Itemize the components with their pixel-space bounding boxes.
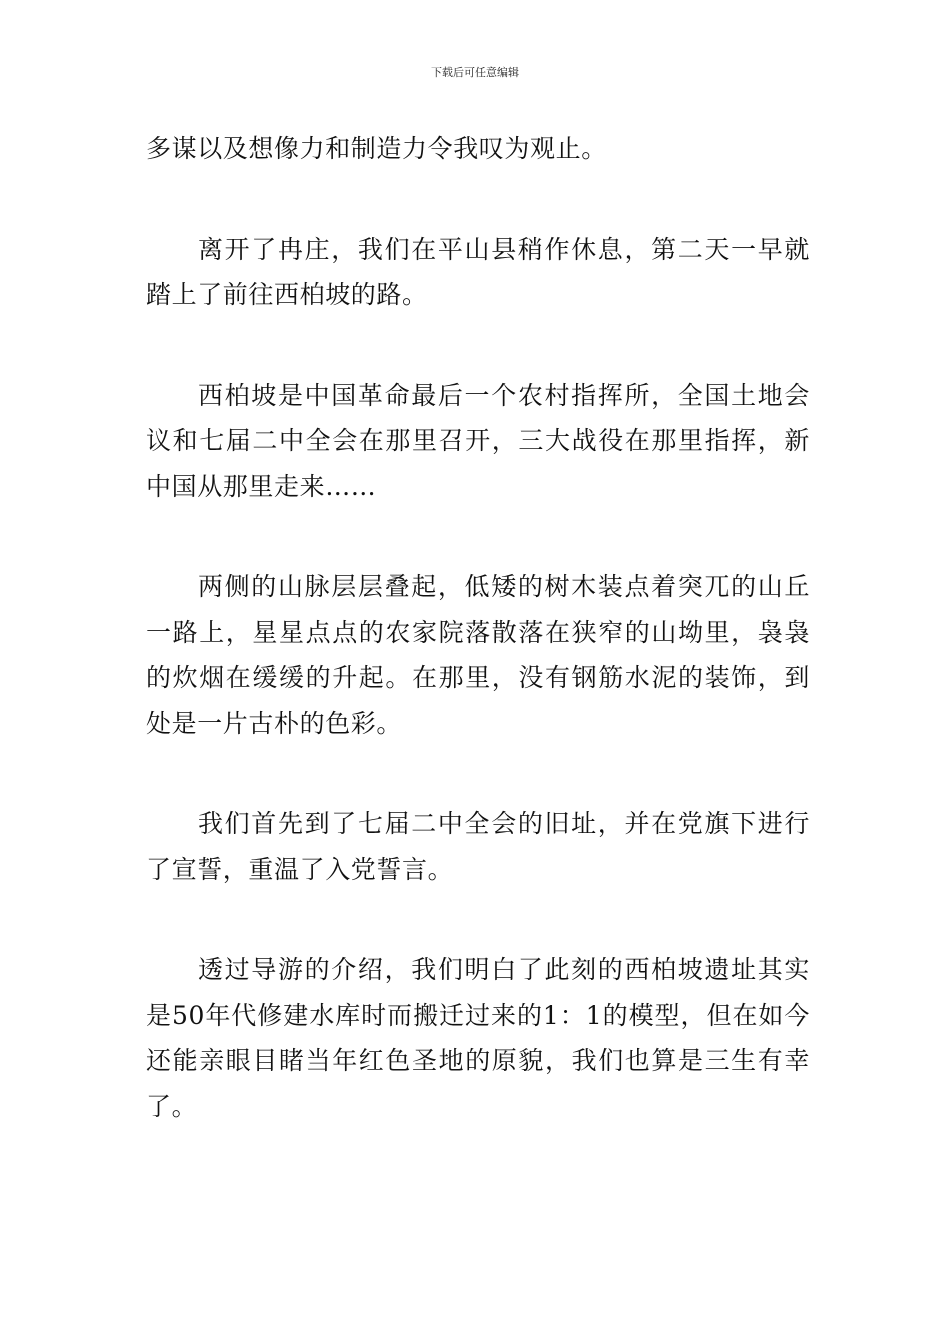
paragraph-1: 多谋以及想像力和制造力令我叹为观止。 xyxy=(146,134,607,163)
paragraph-2: 离开了冉庄，我们在平山县稍作休息，第二天一早就踏上了前往西柏坡的路。 xyxy=(146,234,810,309)
paragraph-4: 两侧的山脉层层叠起，低矮的树木装点着突兀的山丘一路上，星星点点的农家院落散落在狭窄的山坳里，袅袅的炊烟在缓缓的升起。在那里，没有钢筋水泥的装饰，到处是一片古朴的色彩。 xyxy=(146,572,810,738)
document-body xyxy=(146,126,810,1129)
paragraph-5: 我们首先到了七届二中全会的旧址，并在党旗下进行了宣誓，重温了入党誓言。 xyxy=(146,809,810,884)
paragraph-6: 透过导游的介绍，我们明白了此刻的西柏坡遗址其实是50年代修建水库时而搬迁过来的1：1的模型，但在如今还能亲眼目睹当年红色圣地的原貌，我们也算是三生有幸了。 xyxy=(146,955,810,1121)
paragraph-3: 西柏坡是中国革命最后一个农村指挥所，全国土地会议和七届二中全会在那里召开，三大战役在那里指挥，新中国从那里走来…… xyxy=(146,380,810,501)
page-header-note: 下载后可任意编辑 xyxy=(431,66,519,79)
